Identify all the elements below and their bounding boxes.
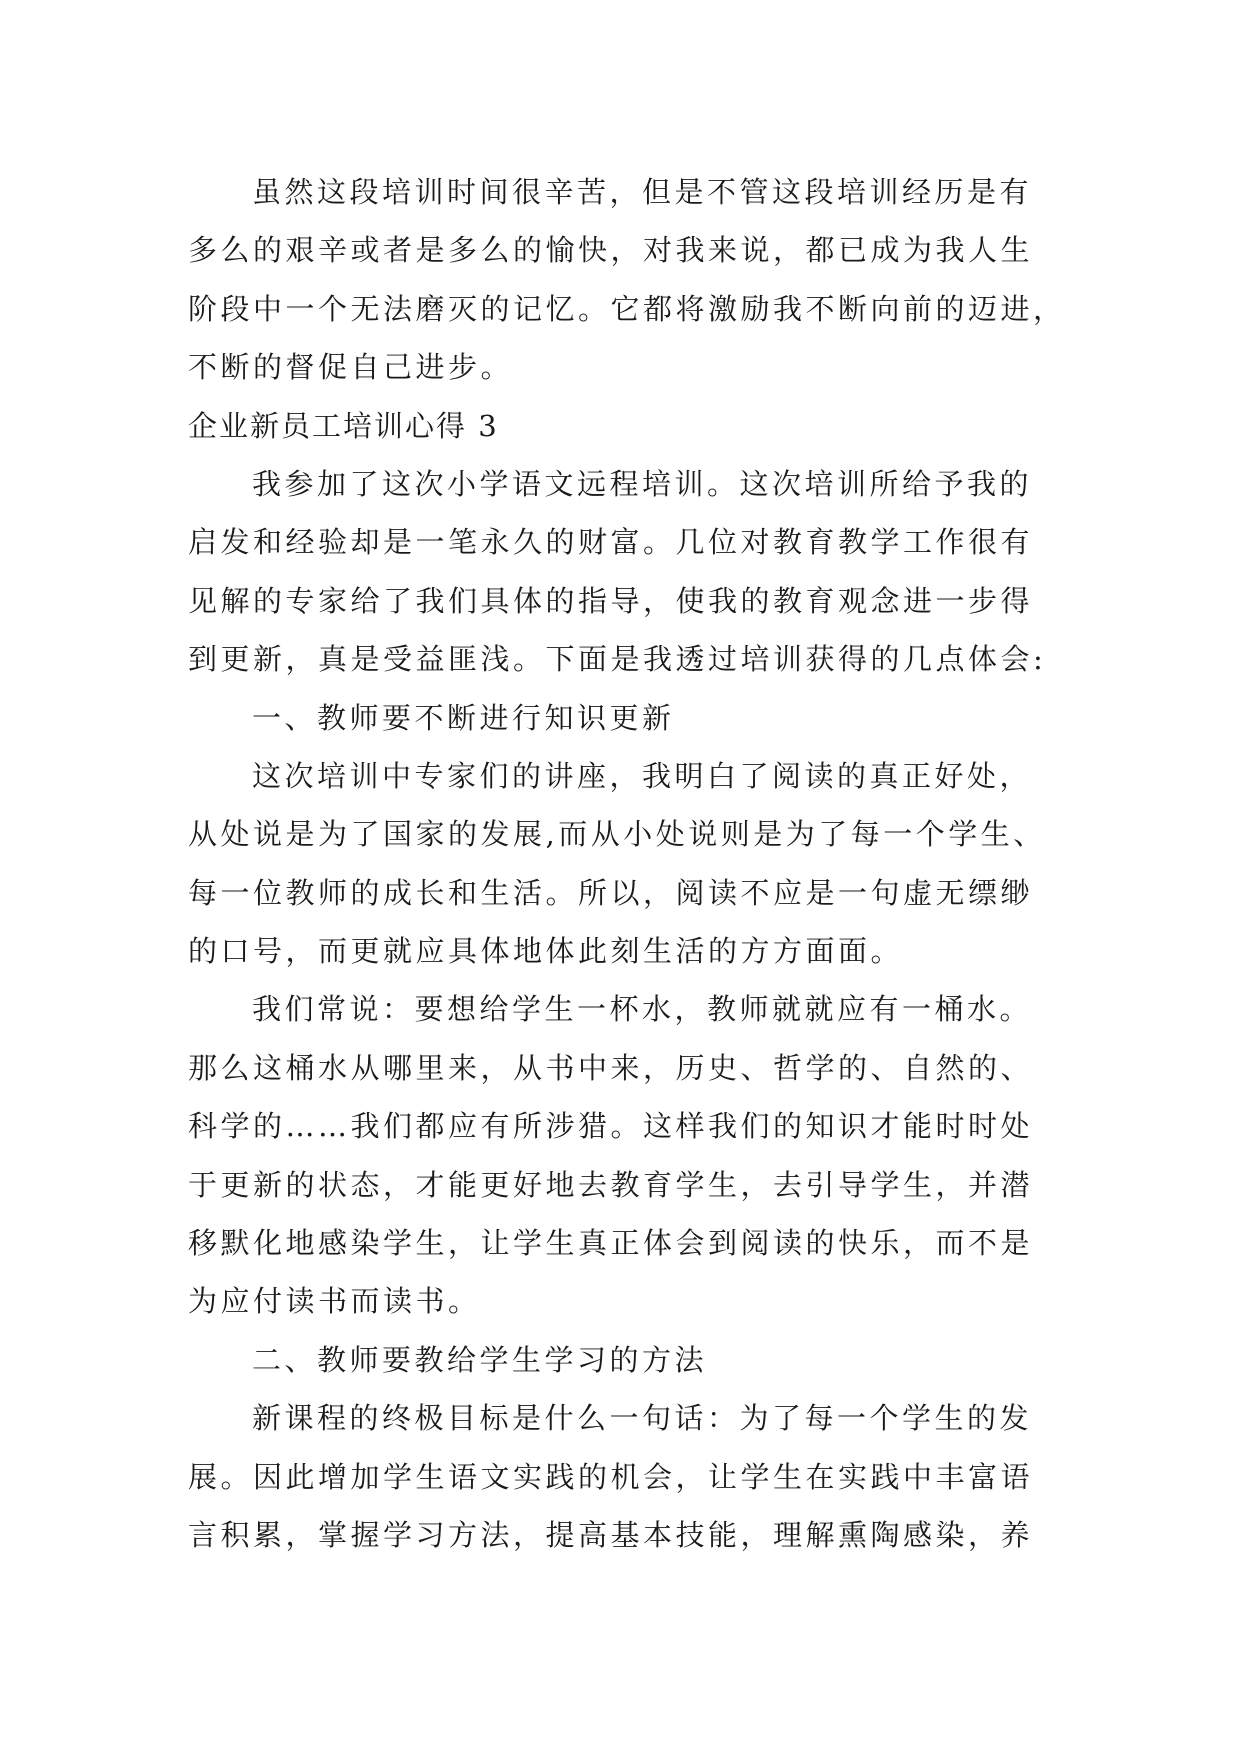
document-body [188,163,1088,1564]
paragraph-line: 我们常说：要想给学生一杯水，教师就就应有一桶水。 [252,992,1033,1027]
paragraph-line: 的口号，而更就应具体地体此刻生活的方方面面。 [188,934,904,969]
paragraph-line: 不断的督促自己进步。 [188,350,514,385]
paragraph-line: 多么的艰辛或者是多么的愉快，对我来说，都已成为我人生 [188,233,1034,268]
paragraph-line: 科学的……我们都应有所涉猎。这样我们的知识才能时时处 [188,1109,1034,1144]
paragraph-line: 从处说是为了国家的发展,而从小处说则是为了每一个学生、 [188,817,1046,852]
paragraph-line: 言积累，掌握学习方法，提高基本技能，理解熏陶感染，养 [188,1517,1034,1552]
paragraph-line: 展。因此增加学生语文实践的机会，让学生在实践中丰富语 [188,1459,1034,1494]
paragraph-line: 每一位教师的成长和生活。所以，阅读不应是一句虚无缥缈 [188,875,1034,910]
subheading-line: 二、教师要教给学生学习的方法 [252,1342,708,1377]
paragraph-line: 为应付读书而读书。 [188,1284,481,1319]
paragraph-line: 这次培训中专家们的讲座，我明白了阅读的真正好处， [252,758,1033,793]
paragraph-line: 那么这桶水从哪里来，从书中来，历史、哲学的、自然的、 [188,1050,1034,1085]
section-heading: 企业新员工培训心得 3 [188,408,499,443]
paragraph-line: 我参加了这次小学语文远程培训。这次培训所给予我的 [252,466,1033,501]
paragraph-line: 见解的专家给了我们具体的指导，使我的教育观念进一步得 [188,583,1034,618]
paragraph-line: 到更新，真是受益匪浅。下面是我透过培训获得的几点体会: [188,642,1047,677]
paragraph-line: 移默化地感染学生，让学生真正体会到阅读的快乐，而不是 [188,1226,1034,1261]
paragraph-line: 启发和经验却是一笔永久的财富。几位对教育教学工作很有 [188,525,1034,560]
paragraph-line: 阶段中一个无法磨灭的记忆。它都将激励我不断向前的迈进， [188,291,1066,326]
paragraph-line: 虽然这段培训时间很辛苦，但是不管这段培训经历是有 [252,175,1033,209]
paragraph-line: 新课程的终极目标是什么一句话：为了每一个学生的发 [252,1401,1033,1436]
paragraph-line: 于更新的状态，才能更好地去教育学生，去引导学生，并潜 [188,1167,1034,1202]
subheading-line: 一、教师要不断进行知识更新 [252,700,675,735]
